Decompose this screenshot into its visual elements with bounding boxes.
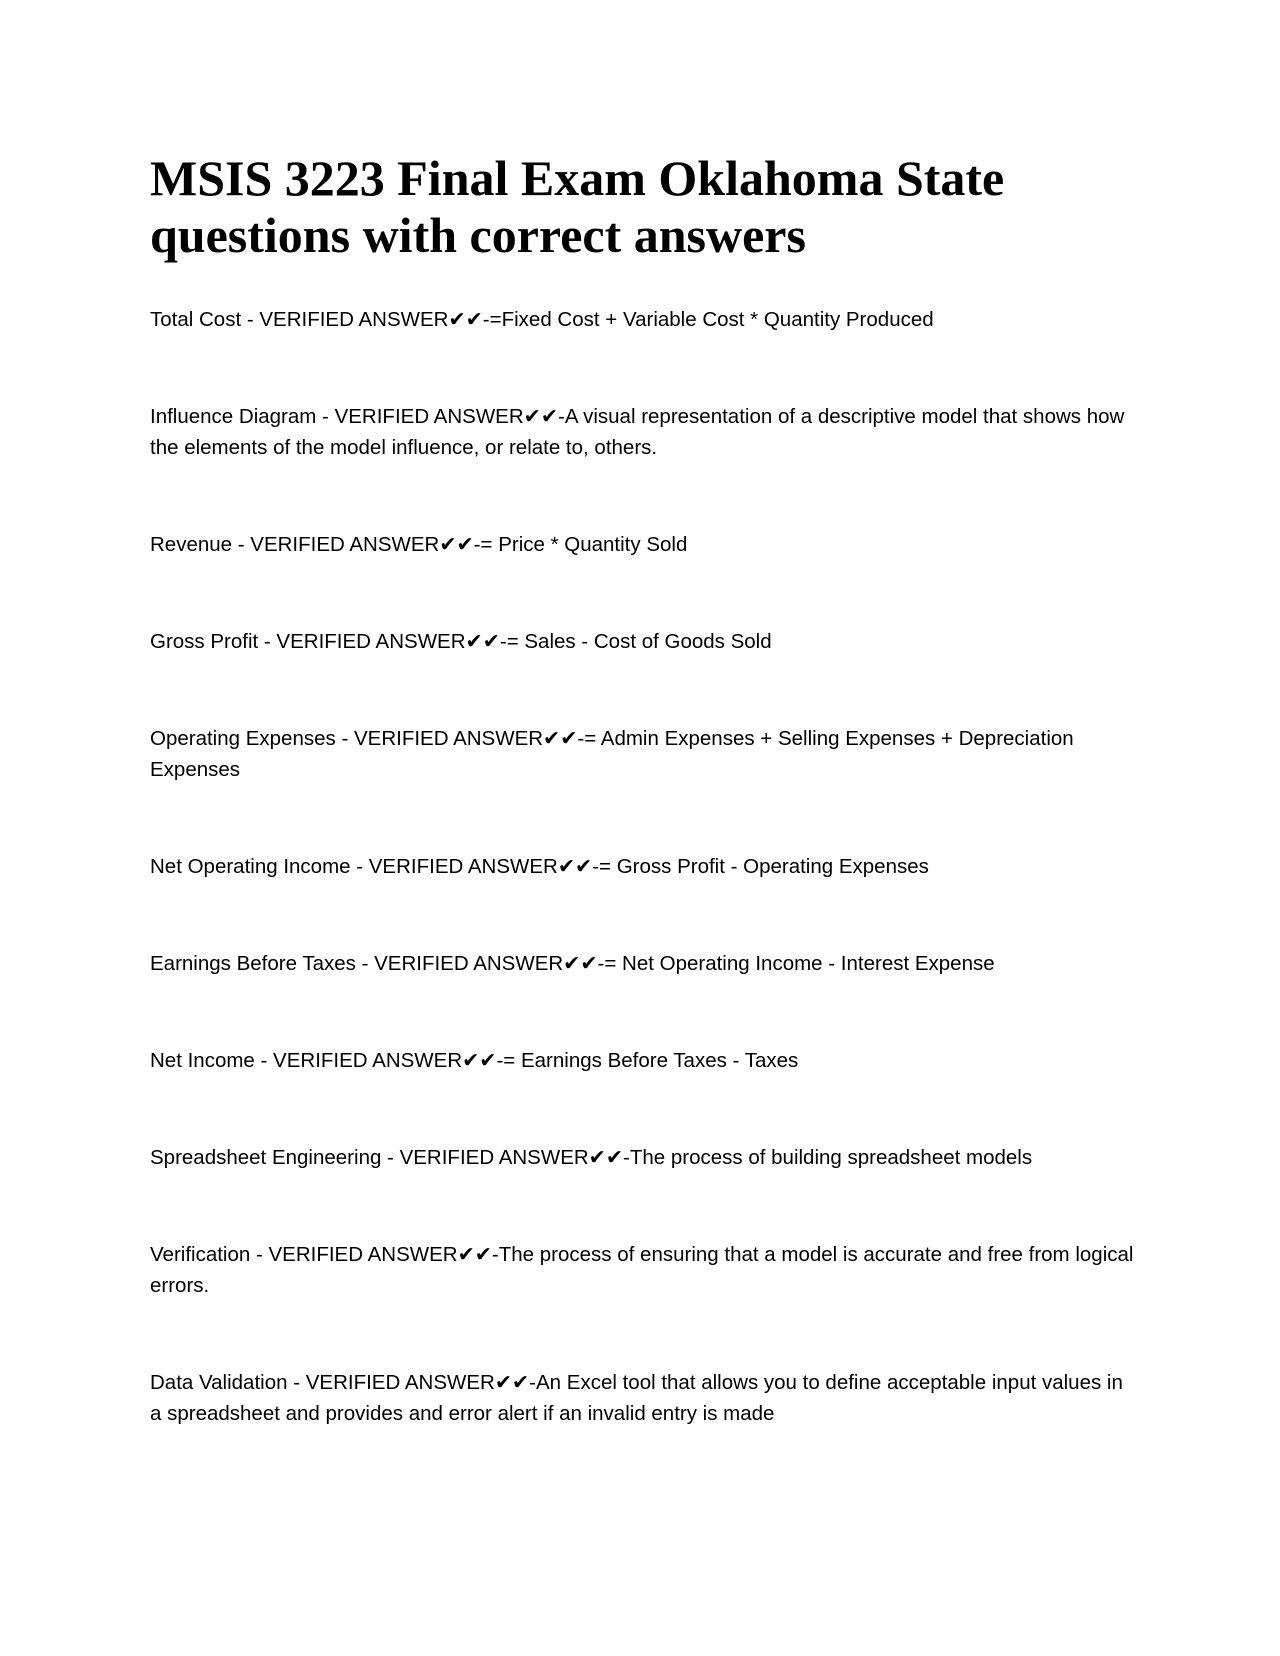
qa-item-gross-profit: Gross Profit - VERIFIED ANSWER✔✔-= Sales - Cost of Goods Sold <box>150 630 772 653</box>
page-title: MSIS 3223 Final Exam Oklahoma State questions with correct answers <box>150 150 1005 263</box>
qa-item-spreadsheet-engineering: Spreadsheet Engineering - VERIFIED ANSWER✔✔-The process of building spreadsheet models <box>150 1146 1033 1169</box>
document-content <box>150 150 1135 1495</box>
qa-item-net-income: Net Income - VERIFIED ANSWER✔✔-= Earnings Before Taxes - Taxes <box>150 1049 799 1072</box>
qa-item-operating-expenses: Operating Expenses - VERIFIED ANSWER✔✔-= Admin Expenses + Selling Expenses + Depreciation Expenses <box>150 727 1074 781</box>
qa-item-earnings-before-taxes: Earnings Before Taxes - VERIFIED ANSWER✔✔-= Net Operating Income - Interest Expense <box>150 952 995 975</box>
qa-item-total-cost: Total Cost - VERIFIED ANSWER✔✔-=Fixed Cost + Variable Cost * Quantity Produced <box>150 308 934 331</box>
qa-list <box>150 304 1135 1429</box>
qa-item-revenue: Revenue - VERIFIED ANSWER✔✔-= Price * Quantity Sold <box>150 533 688 556</box>
qa-item-net-operating-income: Net Operating Income - VERIFIED ANSWER✔✔-= Gross Profit - Operating Expenses <box>150 855 929 878</box>
qa-item-data-validation: Data Validation - VERIFIED ANSWER✔✔-An Excel tool that allows you to define acceptable input values in a spreadsheet and provides and error alert if an invalid entry is made <box>150 1371 1123 1425</box>
qa-item-verification: Verification - VERIFIED ANSWER✔✔-The process of ensuring that a model is accurate and free from logical errors. <box>150 1243 1134 1297</box>
qa-item-influence-diagram: Influence Diagram - VERIFIED ANSWER✔✔-A visual representation of a descriptive model that shows how the elements of the model influence, or relate to, others. <box>150 405 1125 459</box>
